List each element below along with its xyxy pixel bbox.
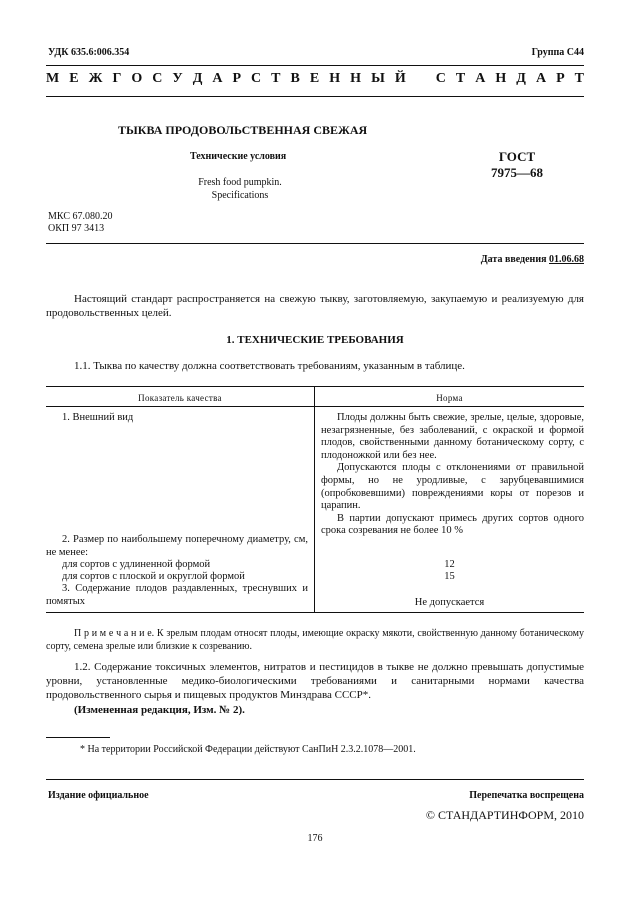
table-header-norm: Норма [436, 393, 463, 403]
table-header-rule [46, 406, 584, 407]
group-code: Группа С44 [531, 47, 584, 58]
table-note [46, 627, 584, 653]
note-label: П р и м е ч а н и е. [74, 628, 155, 639]
english-title-line2: Specifications [211, 190, 269, 201]
row3-label: 3. Содержание плодов раздавленных, треснувших и помятых [46, 583, 308, 607]
row2b-label: для сортов с плоской и округлой формой [62, 571, 245, 582]
row1-norm [321, 412, 584, 538]
table-header-indicator: Показатель качества [138, 393, 222, 403]
section-1-heading: 1. ТЕХНИЧЕСКИЕ ТРЕБОВАНИЯ [226, 334, 404, 346]
english-title [140, 176, 340, 202]
intro-date-value: 01.06.68 [549, 254, 584, 265]
row1-norm-p3: В партии допускают примесь других сортов одного срока созревания не более 10 % [321, 512, 584, 537]
row1-norm-p1: Плоды должны быть свежие, зрелые, целые, здоровые, незагрязненные, без заболеваний, с окраской и формой плодов, свойственными данному ботаническому сорту, с плодоножкой или без нее. [321, 412, 584, 461]
table-top-rule [46, 386, 584, 387]
gost-designation [487, 149, 547, 181]
interstate-standard-banner: М Е Ж Г О С У Д А Р С Т В Е Н Н Ы Й С Т А Н Д А Р Т [46, 71, 584, 86]
row1-label: 1. Внешний вид [62, 412, 134, 423]
footnote-rule [46, 737, 110, 738]
mks-code: МКС 67.080.20 [48, 211, 113, 222]
row1-norm-p2: Допускаются плоды с отклонениями от правильной формы, но не уродливые, с зарубцевавшимися (опробковевшими) повреждениями коры от порезов и царапин. [321, 462, 584, 512]
intro-date [481, 254, 584, 265]
footnote: * На территории Российской Федерации действуют СанПиН 2.3.2.1078—2001. [80, 744, 416, 755]
footer-rule [46, 779, 584, 780]
row2a-value: 12 [444, 559, 455, 570]
udk-code: УДК 635.6:006.354 [48, 47, 130, 58]
english-title-line1: Fresh food pumpkin. [198, 177, 282, 188]
document-title: ТЫКВА ПРОДОВОЛЬСТВЕННАЯ СВЕЖАЯ [118, 123, 368, 137]
classifiers [48, 211, 112, 235]
note-text: К зрелым плодам относят плоды, имеющие окраску мякоти, свойственную данному ботаническому сорту, семена зрелые или близкие к созреванию. [46, 628, 585, 652]
gost-label: ГОСТ [498, 149, 536, 164]
row2a-label: для сортов с удлиненной формой [62, 559, 211, 570]
clause-1-2: 1.2. Содержание токсичных элементов, нитратов и пестицидов в тыкве не должно превышать допустимые уровни, установленные медико-биологическими требованиями и санитарными нормами качества продовольственного сырья и пищевых продуктов Минздрава СССР*. [46, 661, 584, 701]
row2b-value: 15 [444, 571, 455, 582]
copyright: © СТАНДАРТИНФОРМ, 2010 [425, 808, 584, 822]
amendment-note: (Измененная редакция, Изм. № 2). [74, 704, 245, 716]
row2-label: 2. Размер по наибольшему поперечному диаметру, см, не менее: [46, 534, 308, 558]
table-bottom-rule [46, 612, 584, 613]
page-number: 176 [307, 833, 323, 844]
clause-1-1: 1.1. Тыква по качеству должна соответствовать требованиям, указанным в таблице. [74, 360, 465, 372]
intro-date-label: Дата введения [480, 254, 547, 265]
banner-rule [46, 96, 584, 97]
official-edition: Издание официальное [48, 790, 149, 801]
okp-code: ОКП 97 3413 [48, 223, 105, 234]
gost-number: 7975—68 [491, 165, 543, 180]
row3-value: Не допускается [414, 597, 485, 608]
intro-paragraph: Настоящий стандарт распространяется на свежую тыкву, заготовляемую, закупаемую и реализуемую для продовольственных целей. [46, 293, 584, 319]
reprint-notice: Перепечатка воспрещена [469, 790, 584, 801]
classifier-rule [46, 243, 584, 244]
header-rule [46, 65, 584, 66]
document-subtitle: Технические условия [190, 151, 287, 162]
